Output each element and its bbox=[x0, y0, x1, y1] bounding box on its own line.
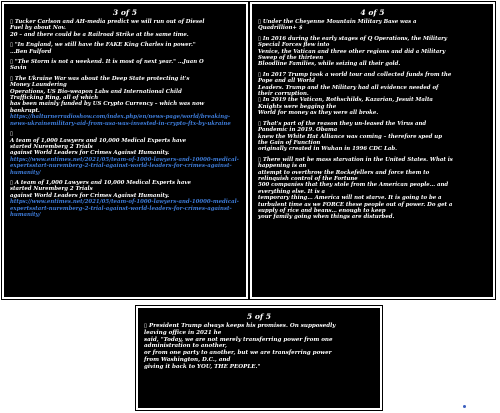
paragraph-king-charles: ▯ "In England, we still have the FAKE King Charles in power." …Ben Fulford bbox=[10, 42, 196, 55]
slide-panel-5-of-5 bbox=[136, 306, 382, 410]
slide-title: 3 of 5 bbox=[112, 8, 138, 17]
link-entimes-2[interactable]: https://www.entimes.net/2021/05/team-of-1000-lawyers-and-10000-medical-expertsstart-nuremberg-2-trial-against-world-leaders-for-crimes-against-humanity/ bbox=[10, 199, 239, 218]
slide-title: 4 of 5 bbox=[360, 8, 385, 17]
slide-panel-3-of-5 bbox=[2, 2, 248, 299]
paragraph-cheyenne: ▯ Under the Cheyenne Mountain Military Base was a Quadrillion+ $ bbox=[258, 19, 417, 32]
paragraph-trump-world-tour: ▯ In 2017 Trump took a world tour and collected funds from the Pope and all World Leaders. Trump and the Military had all evidence needed of their corruption. ▯ In 2019 the Vatican, Rothschilds, Kazarian, Jesuit Malta Knights were begging the World for money as they were all broke. bbox=[258, 71, 452, 117]
slide-panel-4-of-5 bbox=[250, 2, 495, 299]
paragraph-diesel: ▯ Tucker Carlson and AH-media predict we will run out of Diesel Fuel by about Nov. 20 – and there could be a Railroad Strike at the same time. bbox=[10, 19, 205, 38]
slide-title: 5 of 5 bbox=[246, 312, 272, 321]
paragraph-ukraine: ▯ The Ukraine War was about the Deep State protecting it's Money Laundering Operations, US Bio-weapon Labs and International Child Trafficking Ring, all of which has been mainly funded by US Crypto Currency – which was now bankrupt. bbox=[10, 75, 205, 114]
link-halturner[interactable]: https://halturnerradioshow.com/index.php/en/news-page/world/breaking-news-ukrainemilitary-aid-from-usa-was-invested-in-crypto-ftx-by-ukraine bbox=[10, 114, 231, 127]
decorative-dot bbox=[463, 405, 466, 408]
paragraph-pandemic: ▯ That's part of the reason they un-leased the Virus and Pandemic in 2019. Obama knew the White Hat Alliance was coming – therefore sped up the Gain of Function originally created in Wuhan in 1996 CDC Lab. bbox=[258, 120, 442, 153]
paragraph-nuremberg-1: ▯ A team of 1,000 Lawyers and 10,000 Medical Experts have started Nuremberg 2 Trials against World Leaders for Crimes Against Humanity. bbox=[10, 131, 187, 157]
paragraph-q-operations: ▯ In 2016 during the early stages of Q Operations, the Military Special Forces flew into Venice, the Vatican and three other regions and did a Military Sweep of the thirteen Bloodline Families, while seizing all their gold. bbox=[258, 35, 448, 68]
paragraph-nuremberg-2: ▯ A team of 1,000 Lawyers and 10,000 Medical Experts have started Nuremberg 2 Trials against World Leaders for Crimes Against Humanity. bbox=[10, 179, 191, 199]
paragraph-starvation: ▯ There will not be mass starvation in the United States. What is happening is an attempt to overthrow the Rockefellers and force them to relinquish control of the Fortune 500 companies that they stole from the American people… and everything else. It is a temporary thing… America will not starve. It is going to be a turbulent time as we FORCE these people out of power. Do get a supply of rice and beans… enough to keep your family going when things are disturbed. bbox=[258, 156, 453, 221]
paragraph-trump-promises: ▯ President Trump always keeps his promises. On supposedly leaving office in 2021 he said, "Today, we are not merely transferring power from one administration to another, or from one party to another, but we are transferring power from Washington, D.C., and giving it back to YOU, THE PEOPLE." bbox=[144, 323, 336, 370]
paragraph-storm: ▯ "The Storm is not a weekend. It is most of next year." …Juan O Savin bbox=[10, 59, 204, 72]
link-entimes-1[interactable]: https://www.entimes.net/2021/05/team-of-1000-lawyers-and-10000-medical-expertsstart-nuremberg-2-trial-against-world-leaders-for-crimes-against-humanity/ bbox=[10, 156, 239, 176]
